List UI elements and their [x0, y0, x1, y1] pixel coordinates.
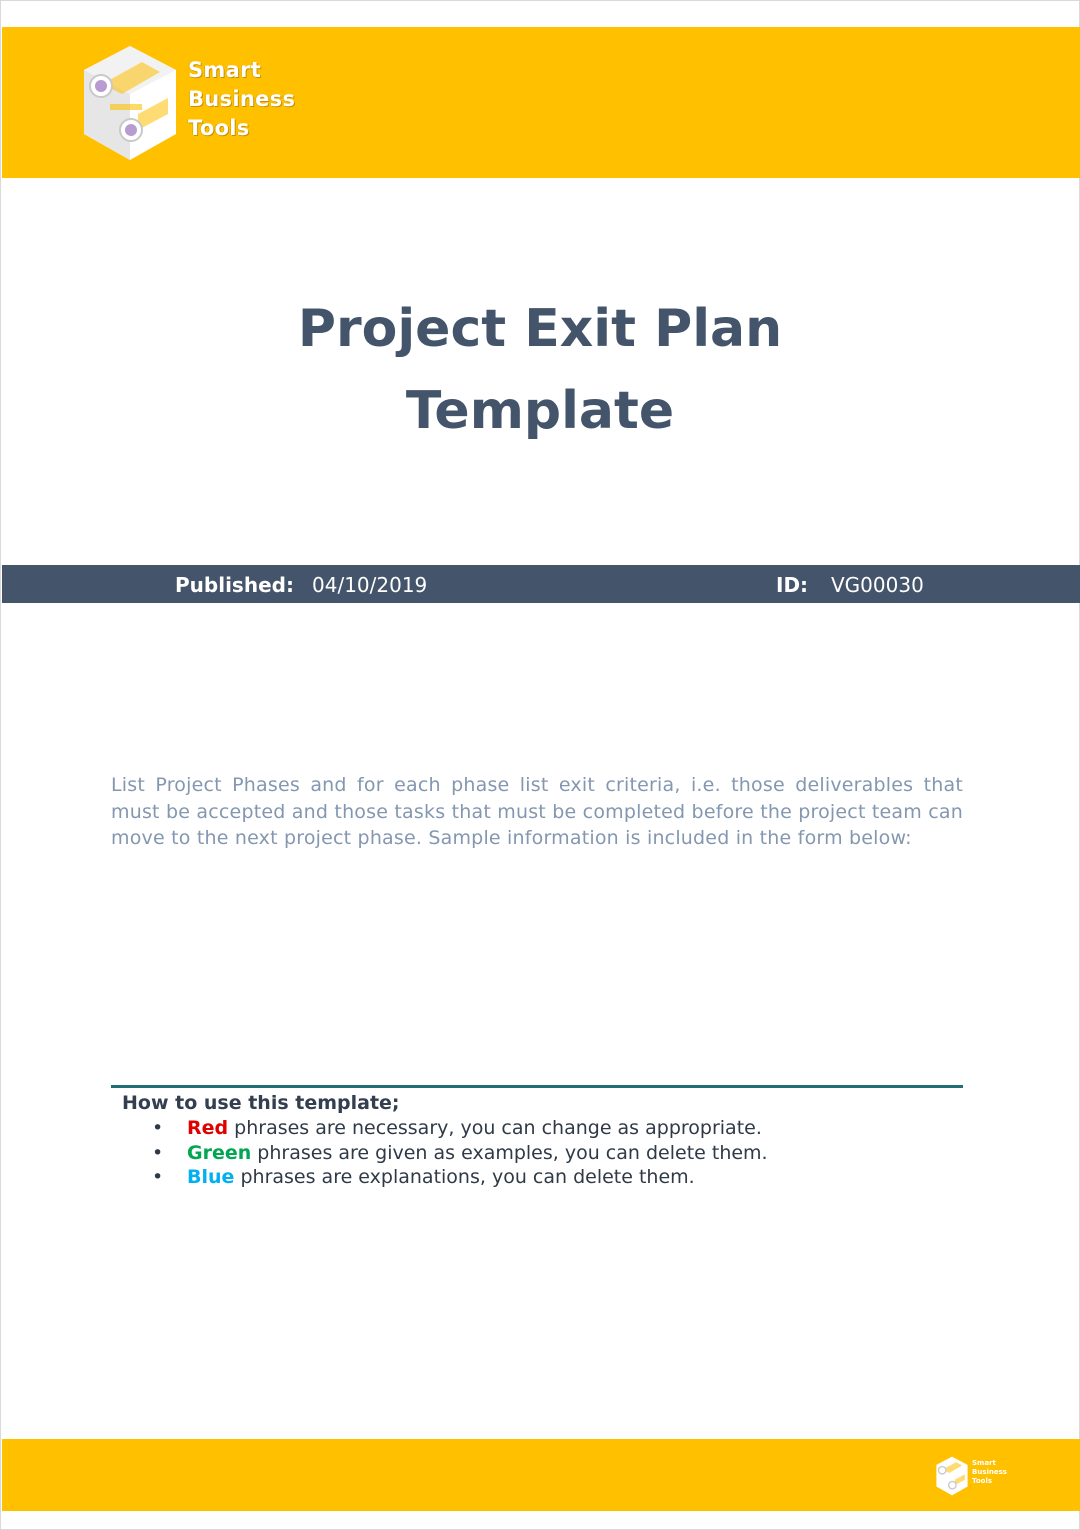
list-item-text: phrases are given as examples, you can delete them. — [251, 1141, 768, 1164]
bullet-icon: • — [152, 1166, 164, 1188]
id-label: ID: — [776, 573, 809, 597]
document-title — [0, 288, 1080, 452]
bullet-icon: • — [152, 1141, 164, 1164]
title-line-2: Template — [405, 381, 675, 441]
logo-wordmark — [188, 56, 295, 143]
title-line-1: Project Exit Plan — [297, 299, 783, 359]
footer-band — [2, 1439, 1080, 1511]
document-id: VG00030 — [831, 573, 924, 597]
footer-logo-line-tools: Tools — [972, 1477, 993, 1485]
list-item-text: phrases are explanations, you can delete them. — [234, 1166, 695, 1188]
footer-cube-logo-icon — [934, 1456, 970, 1496]
keyword-blue: Blue — [187, 1166, 235, 1188]
list-item-text: phrases are necessary, you can change as appropriate. — [228, 1117, 762, 1139]
metadata-bar — [2, 565, 1080, 603]
logo-line-tools: Tools — [188, 116, 250, 140]
footer-logo-line-business: Business — [972, 1468, 1007, 1476]
cube-logo-icon — [80, 44, 180, 162]
logo-line-business: Business — [188, 87, 296, 111]
list-item — [122, 1141, 962, 1166]
published-date: 04/10/2019 — [312, 573, 428, 597]
section-divider — [111, 1085, 963, 1088]
how-to-list — [122, 1116, 962, 1190]
published-label: Published: — [175, 573, 294, 597]
smart-business-tools-logo — [80, 44, 300, 162]
footer-logo-line-smart: Smart — [972, 1459, 996, 1467]
footer-logo-wordmark — [972, 1459, 1007, 1486]
bullet-icon: • — [152, 1117, 164, 1139]
how-to-heading: How to use this template; — [122, 1092, 400, 1114]
how-to-use-section — [122, 1091, 962, 1190]
logo-line-smart: Smart — [188, 58, 262, 82]
list-item — [122, 1116, 962, 1141]
keyword-green: Green — [187, 1141, 252, 1164]
keyword-red: Red — [187, 1117, 229, 1139]
footer-logo — [934, 1456, 1014, 1496]
list-item — [122, 1165, 962, 1190]
intro-paragraph: List Project Phases and for each phase list exit criteria, i.e. those deliverables that must be accepted and those tasks that must be completed before the project team can move to the next project phase. Sample information is included in the form below: — [111, 774, 963, 849]
